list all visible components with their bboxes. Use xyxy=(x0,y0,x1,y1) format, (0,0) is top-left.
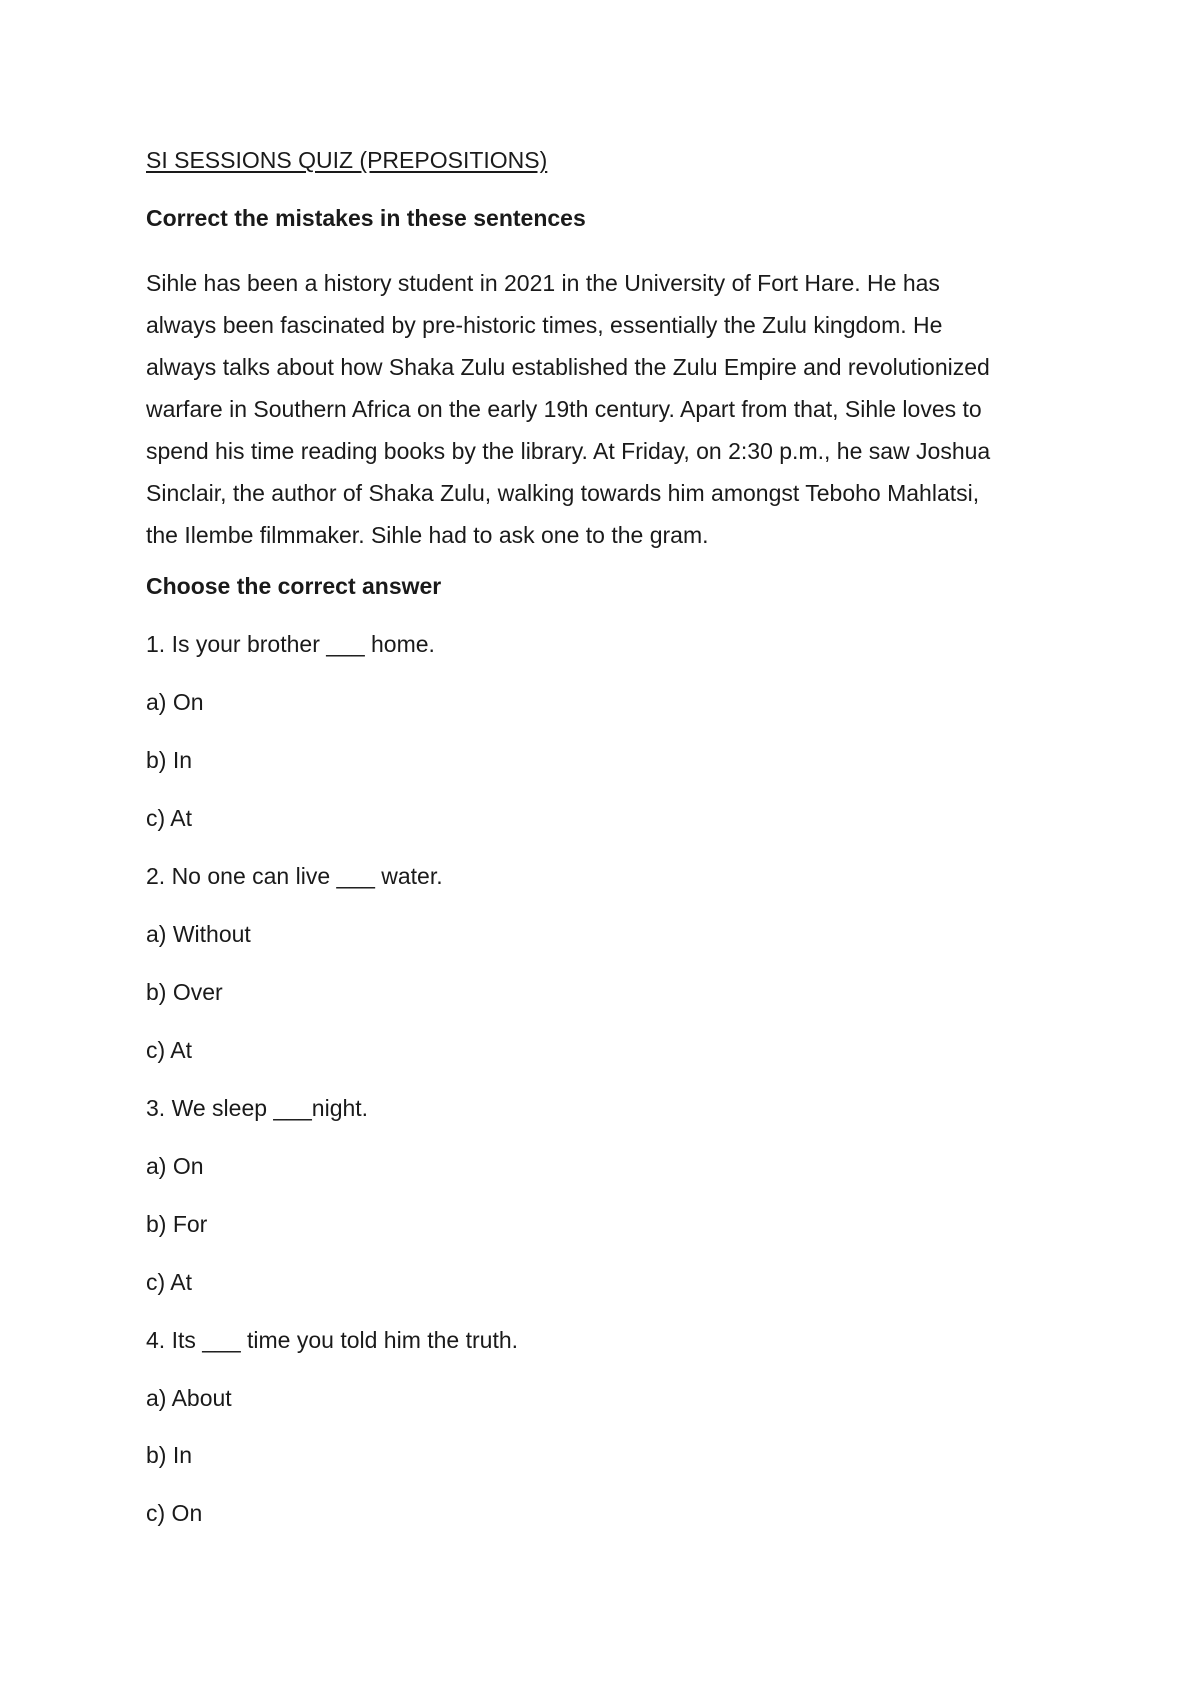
question-2-option-a: a) Without xyxy=(146,921,251,947)
question-2: 2. No one can live ___ water. xyxy=(146,863,443,889)
paragraph-line: Sinclair, the author of Shaka Zulu, walking towards him amongst Teboho Mahlatsi, xyxy=(146,480,980,506)
paragraph-line: Sihle has been a history student in 2021 in the University of Fort Hare. He has xyxy=(146,270,940,296)
question-1-option-a: a) On xyxy=(146,689,204,715)
question-2-option-c: c) At xyxy=(146,1037,193,1063)
question-3-option-c: c) At xyxy=(146,1269,193,1295)
paragraph-line: the Ilembe filmmaker. Sihle had to ask one to the gram. xyxy=(146,522,709,548)
question-2-option-b: b) Over xyxy=(146,979,223,1005)
question-3: 3. We sleep ___night. xyxy=(146,1095,369,1121)
question-3-option-b: b) For xyxy=(146,1211,208,1237)
question-1: 1. Is your brother ___ home. xyxy=(146,631,435,657)
paragraph-line: always talks about how Shaka Zulu established the Zulu Empire and revolutionized xyxy=(146,354,990,380)
exercise-paragraph xyxy=(146,262,1066,556)
question-3-option-a: a) On xyxy=(146,1153,204,1179)
question-4-option-a: a) About xyxy=(146,1385,232,1411)
quiz-title: SI SESSIONS QUIZ (PREPOSITIONS) xyxy=(146,147,548,173)
paragraph-line: warfare in Southern Africa on the early 19th century. Apart from that, Sihle loves to xyxy=(146,396,982,422)
paragraph-line: spend his time reading books by the library. At Friday, on 2:30 p.m., he saw Joshua xyxy=(146,438,991,464)
paragraph-line: always been fascinated by pre-historic times, essentially the Zulu kingdom. He xyxy=(146,312,943,338)
section-heading-choose-answer: Choose the correct answer xyxy=(146,573,442,599)
question-4-option-c: c) On xyxy=(146,1500,203,1526)
question-4: 4. Its ___ time you told him the truth. xyxy=(146,1327,519,1353)
question-1-option-c: c) At xyxy=(146,805,193,831)
question-4-option-b: b) In xyxy=(146,1442,193,1468)
section-heading-correct-mistakes: Correct the mistakes in these sentences xyxy=(146,205,586,231)
question-1-option-b: b) In xyxy=(146,747,193,773)
